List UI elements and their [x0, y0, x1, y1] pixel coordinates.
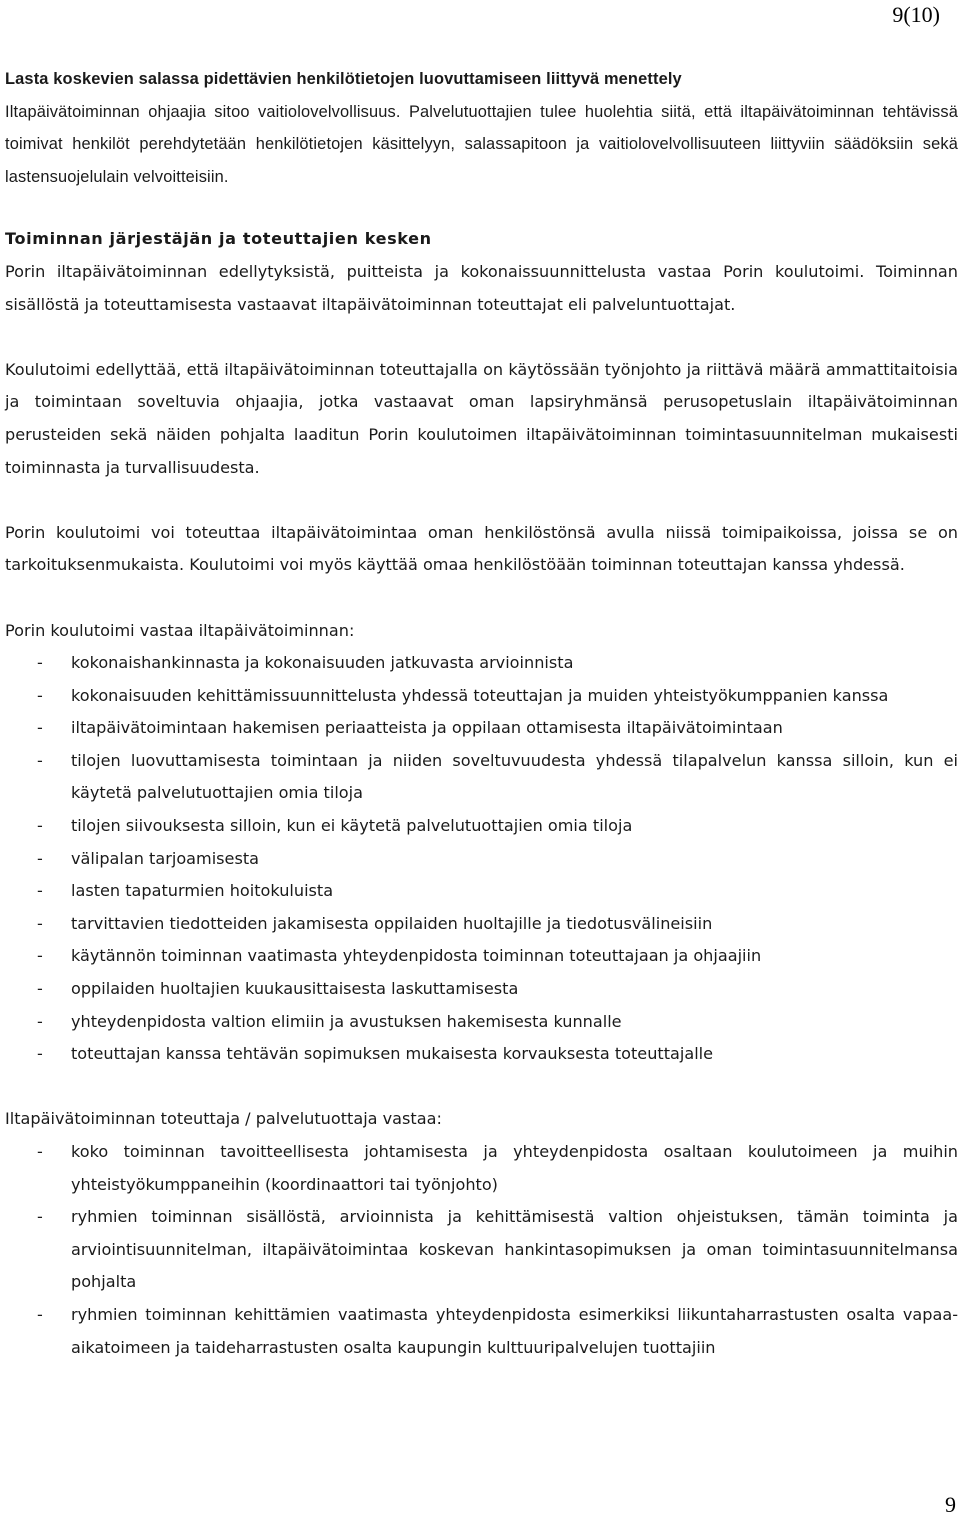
list-item: - ryhmien toiminnan kehittämien vaatimasta yhteydenpidosta esimerkiksi liikuntaharrastusten osalta vapaa-aikatoimeen ja taideharrastusten osalta kaupungin kulttuuripalvelujen tuottajiin: [37, 1304, 958, 1357]
paragraph-responsibilities: Porin iltapäivätoiminnan edellytyksistä, puitteista ja kokonaissuunnittelusta vastaa Porin koulutoimi. Toiminnan sisällöstä ja toteuttamisesta vastaavat iltapäivätoiminnan toteuttajat eli palveluntuottajat.: [5, 261, 958, 314]
list-intro-palvelutuottaja: Iltapäivätoiminnan toteuttaja / palvelutuottaja vastaa:: [5, 1109, 442, 1129]
page-number-footer: 9: [945, 1492, 956, 1517]
list-item: - käytännön toiminnan vaatimasta yhteydenpidosta toiminnan toteuttajaan ja ohjaajiin: [37, 946, 762, 966]
list-item: - kokonaishankinnasta ja kokonaisuuden jatkuvasta arvioinnista: [37, 653, 574, 673]
paragraph-requirements: Koulutoimi edellyttää, että iltapäivätoiminnan toteuttajalla on käytössään työnjohto ja riittävä määrä ammattitaitoisia ja toimintaan soveltuvia ohjaajia, jotka vastaavat oman lapsiryhmänsä perusopetuslain iltapäivätoiminnan perusteiden sekä näiden pohjalta laaditun Porin koulutoimen iltapäivätoiminnan toimintasuunnitelman mukaisesti toiminnasta ja turvallisuudesta.: [5, 359, 958, 477]
palvelutuottaja-responsibility-list: [5, 1136, 958, 1364]
list-item: - lasten tapaturmien hoitokuluista: [37, 881, 334, 901]
koulutoimi-responsibility-list: [5, 647, 958, 1071]
list-intro-koulutoimi: Porin koulutoimi vastaa iltapäivätoiminnan:: [5, 620, 355, 640]
paragraph-own-staff: Porin koulutoimi voi toteuttaa iltapäivätoimintaa oman henkilöstönsä avulla niissä toimipaikoissa, joissa se on tarkoituksenmukaista. Koulutoimi voi myös käyttää omaa henkilöstöään toiminnan toteuttajan kanssa yhdessä.: [5, 522, 958, 575]
document-body: [5, 63, 958, 1364]
section-heading-organizer-implementers: Toiminnan järjestäjän ja toteuttajien kesken: [5, 229, 432, 249]
list-item: - koko toiminnan tavoitteellisesta johtamisesta ja yhteydenpidosta osaltaan koulutoimeen ja muihin yhteistyökumppaneihin (koordinaattori tai työnjohto): [37, 1142, 958, 1194]
list-item: - ryhmien toiminnan sisällöstä, arvioinnista ja kehittämisestä valtion ohjeistuksen, tämän toiminta ja arviointisuunnitelman, iltapäivätoimintaa koskevan hankintasopimuksen ja oman toimintasuunnitelmansa pohjalta: [37, 1207, 958, 1292]
list-item: - iltapäivätoimintaan hakemisen periaatteista ja oppilaan ottamisesta iltapäivätoimintaan: [37, 718, 783, 738]
list-item: - yhteydenpidosta valtion elimiin ja avustuksen hakemisesta kunnalle: [37, 1011, 622, 1031]
paragraph-confidentiality: Iltapäivätoiminnan ohjaajia sitoo vaitiolovelvollisuus. Palvelutuottajien tulee huolehtia siitä, että iltapäivätoiminnan tehtävissä toimivat henkilöt perehdytetään henkilötietojen käsittelyyn, salassapitoon ja vaitiolovelvollisuuteen liittyviin säädöksiin sekä lastensuojelulain velvoitteisiin.: [5, 102, 958, 186]
list-item: - välipalan tarjoamisesta: [37, 848, 260, 868]
list-item: - oppilaiden huoltajien kuukausittaisesta laskuttamisesta: [37, 979, 519, 999]
list-item: - tarvittavien tiedotteiden jakamisesta oppilaiden huoltajille ja tiedotusvälineisiin: [37, 913, 713, 933]
list-item: - kokonaisuuden kehittämissuunnittelusta yhdessä toteuttajan ja muiden yhteistyökumppanien kanssa: [37, 685, 889, 705]
section-heading-confidential-data: Lasta koskevien salassa pidettävien henkilötietojen luovuttamiseen liittyvä menettely: [5, 70, 682, 88]
list-item: - tilojen luovuttamisesta toimintaan ja niiden soveltuvuudesta yhdessä tilapalvelun kanssa silloin, kun ei käytetä palvelutuottajien omia tiloja: [37, 750, 958, 803]
list-item: - tilojen siivouksesta silloin, kun ei käytetä palvelutuottajien omia tiloja: [37, 816, 633, 836]
page-number-header: 9(10): [892, 2, 940, 27]
list-item: - toteuttajan kanssa tehtävän sopimuksen mukaisesta korvauksesta toteuttajalle: [37, 1044, 714, 1064]
